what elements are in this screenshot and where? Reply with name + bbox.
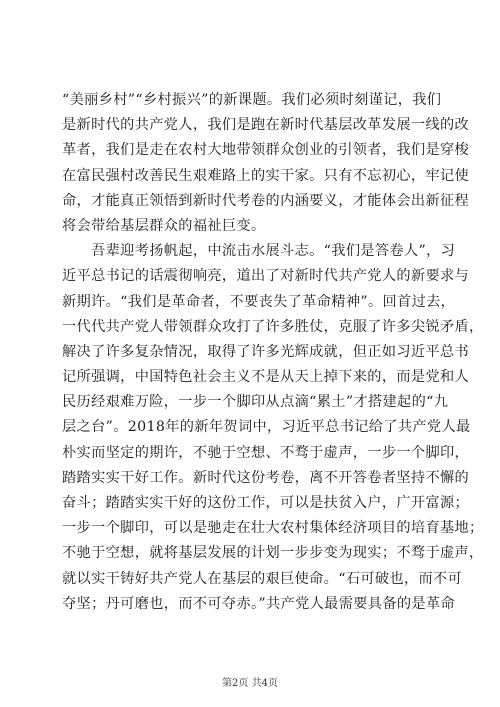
text-line: 是新时代的共产党人，我们是跑在新时代基层改革发展一线的改 xyxy=(62,117,470,134)
text-line: 在富民强村改善民生艰难路上的实干家。只有不忘初心，牢记使 xyxy=(62,167,470,184)
text-line: 命，才能真正领悟到新时代考卷的内涵要义，才能体会出新征程 xyxy=(62,192,470,209)
text-line: 就以实干铸好共产党人在基层的艰巨使命。“石可破也，而不可 xyxy=(62,570,463,587)
page-number: 第2页 共4页 xyxy=(222,678,278,689)
text-line: 不驰于空想，就将基层发展的计划一步步变为现实；不骛于虚声， xyxy=(62,545,484,562)
text-line: 夺坚；丹可磨也，而不可夺赤。”共产党人最需要具备的是革命 xyxy=(62,595,456,612)
text-line: 朴实而坚定的期许，不驰于空想、不骛于虚声，一步一个脚印， xyxy=(62,444,470,461)
text-line: 革者，我们是走在农村大地带领群众创业的引领者，我们是穿梭 xyxy=(62,142,470,159)
text-line: 记所强调，中国特色社会主义不是从天上掉下来的，而是党和人 xyxy=(62,369,470,386)
text-line: 新期许。“我们是革命者，不要丧失了革命精神”。回首过去， xyxy=(62,293,456,310)
text-line: 奋斗；踏踏实实干好的这份工作，可以是扶贫入户，广开富源； xyxy=(62,495,470,511)
text-line: 将会带给基层群众的福祉巨变。 xyxy=(62,217,266,234)
text-line: 一代代共产党人带领群众攻打了许多胜仗，克服了许多尖锐矛盾， xyxy=(62,318,484,335)
text-line: 一步一个脚印，可以是驰走在壮大农村集体经济项目的培育基地； xyxy=(62,520,484,537)
text-line: “美丽乡村”“乡村振兴”的新课题。我们必须时刻谨记，我们 xyxy=(62,92,442,108)
body-text xyxy=(62,88,484,617)
text-line: 近平总书记的话震彻响亮，道出了对新时代共产党人的新要求与 xyxy=(62,268,470,285)
text-line: 民历经艰难万险，一步一个脚印从点滴“累土”才搭建起的“九 xyxy=(62,394,449,411)
text-line: 解决了许多复杂情况，取得了许多光辉成就，但正如习近平总书 xyxy=(62,343,470,360)
text-line: 踏踏实实干好工作。新时代这份考卷，离不开答卷者坚持不懈的 xyxy=(62,469,470,486)
text-line: 吾辈迎考扬帆起，中流击水展斗志。“我们是答卷人”，习 xyxy=(62,243,456,260)
text-line: 层之台”。2018年的新年贺词中，习近平总书记给了共产党人最 xyxy=(62,419,471,436)
